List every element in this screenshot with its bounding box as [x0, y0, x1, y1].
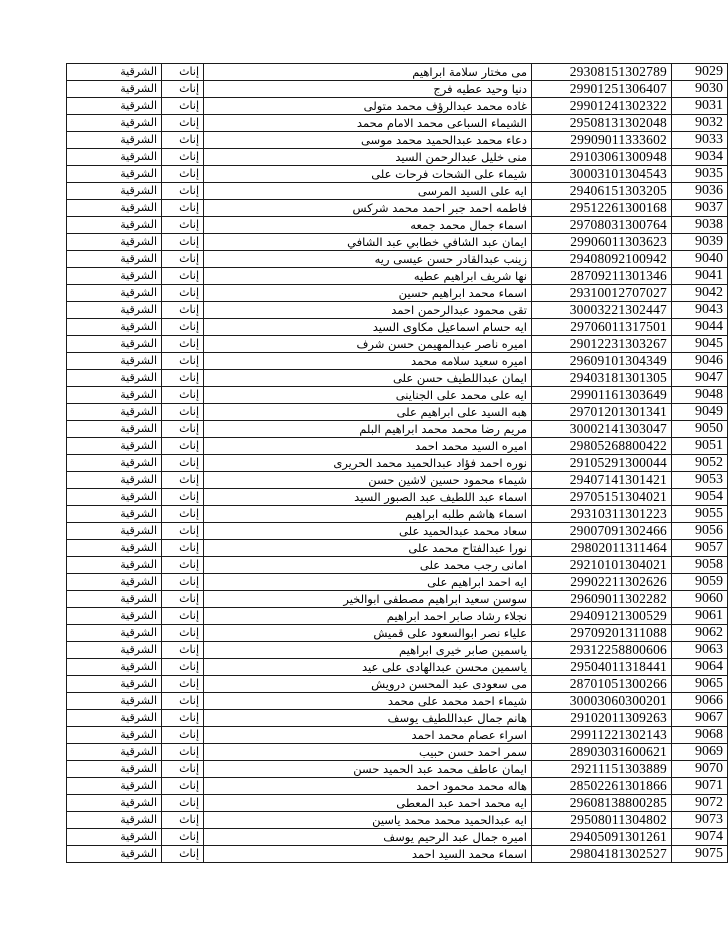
table-row: [67, 98, 728, 115]
gender-cell: إناث: [162, 506, 204, 523]
serial-number-cell: 9059: [672, 574, 728, 591]
gender-cell: إناث: [162, 574, 204, 591]
gender-cell: إناث: [162, 132, 204, 149]
table-row: [67, 795, 728, 812]
serial-number-cell: 9075: [672, 846, 728, 863]
serial-number-cell: 9044: [672, 319, 728, 336]
serial-number-cell: 9069: [672, 744, 728, 761]
governorate-cell: الشرقية: [67, 115, 162, 132]
national-id-cell: 29409121300529: [532, 608, 672, 625]
serial-number-cell: 9040: [672, 251, 728, 268]
national-id-cell: 29901241302322: [532, 98, 672, 115]
name-cell: غاده محمد عبدالرؤف محمد متولى: [204, 98, 532, 115]
gender-cell: إناث: [162, 540, 204, 557]
governorate-cell: الشرقية: [67, 149, 162, 166]
gender-cell: إناث: [162, 778, 204, 795]
national-id-cell: 29211151303889: [532, 761, 672, 778]
governorate-cell: الشرقية: [67, 166, 162, 183]
table-row: [67, 574, 728, 591]
governorate-cell: الشرقية: [67, 98, 162, 115]
name-cell: مريم رضا محمد محمد ابراهيم البلم: [204, 421, 532, 438]
serial-number-cell: 9039: [672, 234, 728, 251]
table-row: [67, 710, 728, 727]
gender-cell: إناث: [162, 659, 204, 676]
name-cell: اسماء عبد اللطيف عبد الصبور السيد: [204, 489, 532, 506]
governorate-cell: الشرقية: [67, 642, 162, 659]
gender-cell: إناث: [162, 81, 204, 98]
gender-cell: إناث: [162, 421, 204, 438]
governorate-cell: الشرقية: [67, 540, 162, 557]
national-id-cell: 29701201301341: [532, 404, 672, 421]
roster-table-body: [67, 64, 728, 863]
serial-number-cell: 9073: [672, 812, 728, 829]
serial-number-cell: 9065: [672, 676, 728, 693]
name-cell: مى مختار سلامة ابراهيم: [204, 64, 532, 81]
name-cell: اميره جمال عبد الرحيم يوسف: [204, 829, 532, 846]
governorate-cell: الشرقية: [67, 268, 162, 285]
governorate-cell: الشرقية: [67, 846, 162, 863]
name-cell: زينب عبدالقادر حسن عيسى ريه: [204, 251, 532, 268]
table-row: [67, 319, 728, 336]
governorate-cell: الشرقية: [67, 693, 162, 710]
national-id-cell: 29103061300948: [532, 149, 672, 166]
name-cell: اسراء عصام محمد احمد: [204, 727, 532, 744]
governorate-cell: الشرقية: [67, 64, 162, 81]
governorate-cell: الشرقية: [67, 336, 162, 353]
name-cell: نها شريف ابراهيم عطيه: [204, 268, 532, 285]
name-cell: ايه حسام اسماعيل مكاوى السيد: [204, 319, 532, 336]
name-cell: ايه عبدالحميد محمد محمد ياسين: [204, 812, 532, 829]
governorate-cell: الشرقية: [67, 234, 162, 251]
name-cell: سوسن سعيد ابراهيم مصطفى ابوالخير: [204, 591, 532, 608]
serial-number-cell: 9072: [672, 795, 728, 812]
serial-number-cell: 9053: [672, 472, 728, 489]
serial-number-cell: 9051: [672, 438, 728, 455]
name-cell: اميره ناصر عبدالمهيمن حسن شرف: [204, 336, 532, 353]
name-cell: اميره سعيد سلامه محمد: [204, 353, 532, 370]
name-cell: اسماء هاشم طلبه ابراهيم: [204, 506, 532, 523]
national-id-cell: 29901251306407: [532, 81, 672, 98]
national-id-cell: 29007091302466: [532, 523, 672, 540]
governorate-cell: الشرقية: [67, 489, 162, 506]
national-id-cell: 28701051300266: [532, 676, 672, 693]
national-id-cell: 28903031600621: [532, 744, 672, 761]
name-cell: مى سعودى عبد المحسن درويش: [204, 676, 532, 693]
national-id-cell: 29708031300764: [532, 217, 672, 234]
name-cell: شيماء على الشحات فرحات على: [204, 166, 532, 183]
gender-cell: إناث: [162, 285, 204, 302]
serial-number-cell: 9045: [672, 336, 728, 353]
table-row: [67, 438, 728, 455]
governorate-cell: الشرقية: [67, 404, 162, 421]
national-id-cell: 30003060300201: [532, 693, 672, 710]
serial-number-cell: 9046: [672, 353, 728, 370]
governorate-cell: الشرقية: [67, 217, 162, 234]
table-row: [67, 149, 728, 166]
gender-cell: إناث: [162, 846, 204, 863]
national-id-cell: 29512261300168: [532, 200, 672, 217]
governorate-cell: الشرقية: [67, 608, 162, 625]
gender-cell: إناث: [162, 438, 204, 455]
gender-cell: إناث: [162, 217, 204, 234]
roster-table: [66, 63, 728, 863]
name-cell: نجلاء رشاد صابر احمد ابراهيم: [204, 608, 532, 625]
table-row: [67, 744, 728, 761]
national-id-cell: 29210101304021: [532, 557, 672, 574]
gender-cell: إناث: [162, 608, 204, 625]
table-row: [67, 846, 728, 863]
table-row: [67, 115, 728, 132]
national-id-cell: 29802011311464: [532, 540, 672, 557]
governorate-cell: الشرقية: [67, 251, 162, 268]
national-id-cell: 30003101304543: [532, 166, 672, 183]
table-row: [67, 727, 728, 744]
name-cell: سمر احمد حسن حبيب: [204, 744, 532, 761]
name-cell: ايمان عبداللطيف حسن على: [204, 370, 532, 387]
serial-number-cell: 9038: [672, 217, 728, 234]
name-cell: تقى محمود عبدالرحمن احمد: [204, 302, 532, 319]
table-row: [67, 506, 728, 523]
gender-cell: إناث: [162, 404, 204, 421]
name-cell: هانم جمال عبداللطيف يوسف: [204, 710, 532, 727]
serial-number-cell: 9036: [672, 183, 728, 200]
name-cell: فاطمه احمد جبر احمد محمد شركس: [204, 200, 532, 217]
gender-cell: إناث: [162, 557, 204, 574]
national-id-cell: 29609101304349: [532, 353, 672, 370]
national-id-cell: 29102011309263: [532, 710, 672, 727]
gender-cell: إناث: [162, 387, 204, 404]
national-id-cell: 29608138800285: [532, 795, 672, 812]
gender-cell: إناث: [162, 183, 204, 200]
serial-number-cell: 9048: [672, 387, 728, 404]
governorate-cell: الشرقية: [67, 302, 162, 319]
table-row: [67, 183, 728, 200]
serial-number-cell: 9031: [672, 98, 728, 115]
name-cell: ايه على السيد المرسى: [204, 183, 532, 200]
serial-number-cell: 9035: [672, 166, 728, 183]
table-row: [67, 81, 728, 98]
serial-number-cell: 9058: [672, 557, 728, 574]
serial-number-cell: 9047: [672, 370, 728, 387]
name-cell: الشيماء السباعى محمد الامام محمد: [204, 115, 532, 132]
national-id-cell: 29901161303649: [532, 387, 672, 404]
name-cell: دنيا وحيد عطيه فرج: [204, 81, 532, 98]
gender-cell: إناث: [162, 523, 204, 540]
governorate-cell: الشرقية: [67, 625, 162, 642]
table-row: [67, 251, 728, 268]
governorate-cell: الشرقية: [67, 591, 162, 608]
national-id-cell: 30003221302447: [532, 302, 672, 319]
gender-cell: إناث: [162, 642, 204, 659]
gender-cell: إناث: [162, 795, 204, 812]
national-id-cell: 29508011304802: [532, 812, 672, 829]
gender-cell: إناث: [162, 676, 204, 693]
table-row: [67, 64, 728, 81]
national-id-cell: 29408092100942: [532, 251, 672, 268]
name-cell: هاله محمد محمود احمد: [204, 778, 532, 795]
governorate-cell: الشرقية: [67, 421, 162, 438]
national-id-cell: 29804181302527: [532, 846, 672, 863]
governorate-cell: الشرقية: [67, 132, 162, 149]
national-id-cell: 29609011302282: [532, 591, 672, 608]
serial-number-cell: 9050: [672, 421, 728, 438]
table-row: [67, 812, 728, 829]
name-cell: ياسمين محسن عبدالهادى على عيد: [204, 659, 532, 676]
national-id-cell: 29709201311088: [532, 625, 672, 642]
table-row: [67, 642, 728, 659]
name-cell: دعاء محمد عبدالحميد محمد موسى: [204, 132, 532, 149]
governorate-cell: الشرقية: [67, 319, 162, 336]
table-row: [67, 489, 728, 506]
gender-cell: إناث: [162, 353, 204, 370]
name-cell: اسماء محمد السيد احمد: [204, 846, 532, 863]
national-id-cell: 29705151304021: [532, 489, 672, 506]
serial-number-cell: 9071: [672, 778, 728, 795]
national-id-cell: 29310311301223: [532, 506, 672, 523]
national-id-cell: 29902211302626: [532, 574, 672, 591]
table-row: [67, 540, 728, 557]
gender-cell: إناث: [162, 693, 204, 710]
governorate-cell: الشرقية: [67, 727, 162, 744]
serial-number-cell: 9074: [672, 829, 728, 846]
name-cell: منى خليل عبدالرحمن السيد: [204, 149, 532, 166]
gender-cell: إناث: [162, 115, 204, 132]
governorate-cell: الشرقية: [67, 370, 162, 387]
gender-cell: إناث: [162, 234, 204, 251]
national-id-cell: 29308151302789: [532, 64, 672, 81]
table-row: [67, 608, 728, 625]
national-id-cell: 29310012707027: [532, 285, 672, 302]
gender-cell: إناث: [162, 251, 204, 268]
gender-cell: إناث: [162, 472, 204, 489]
name-cell: ايه احمد ابراهيم على: [204, 574, 532, 591]
gender-cell: إناث: [162, 302, 204, 319]
name-cell: نوره احمد فؤاد عبدالحميد محمد الحريرى: [204, 455, 532, 472]
name-cell: ايمان عبد الشافي خطابي عبد الشافي: [204, 234, 532, 251]
gender-cell: إناث: [162, 166, 204, 183]
national-id-cell: 29312258800606: [532, 642, 672, 659]
national-id-cell: 30002141303047: [532, 421, 672, 438]
gender-cell: إناث: [162, 319, 204, 336]
table-row: [67, 693, 728, 710]
national-id-cell: 29406151303205: [532, 183, 672, 200]
name-cell: ياسمين صابر خيرى ابراهيم: [204, 642, 532, 659]
governorate-cell: الشرقية: [67, 353, 162, 370]
name-cell: سعاد محمد عبدالحميد على: [204, 523, 532, 540]
serial-number-cell: 9029: [672, 64, 728, 81]
gender-cell: إناث: [162, 744, 204, 761]
national-id-cell: 29805268800422: [532, 438, 672, 455]
table-row: [67, 455, 728, 472]
gender-cell: إناث: [162, 625, 204, 642]
governorate-cell: الشرقية: [67, 829, 162, 846]
table-row: [67, 761, 728, 778]
serial-number-cell: 9037: [672, 200, 728, 217]
gender-cell: إناث: [162, 710, 204, 727]
governorate-cell: الشرقية: [67, 183, 162, 200]
name-cell: شيماء محمود حسين لاشين حسن: [204, 472, 532, 489]
table-row: [67, 676, 728, 693]
national-id-cell: 29403181301305: [532, 370, 672, 387]
serial-number-cell: 9030: [672, 81, 728, 98]
serial-number-cell: 9049: [672, 404, 728, 421]
national-id-cell: 29911221302143: [532, 727, 672, 744]
table-row: [67, 268, 728, 285]
governorate-cell: الشرقية: [67, 761, 162, 778]
gender-cell: إناث: [162, 98, 204, 115]
governorate-cell: الشرقية: [67, 710, 162, 727]
table-row: [67, 166, 728, 183]
gender-cell: إناث: [162, 149, 204, 166]
serial-number-cell: 9057: [672, 540, 728, 557]
governorate-cell: الشرقية: [67, 523, 162, 540]
table-row: [67, 200, 728, 217]
serial-number-cell: 9061: [672, 608, 728, 625]
table-row: [67, 404, 728, 421]
serial-number-cell: 9043: [672, 302, 728, 319]
table-row: [67, 234, 728, 251]
governorate-cell: الشرقية: [67, 795, 162, 812]
table-row: [67, 285, 728, 302]
table-row: [67, 778, 728, 795]
serial-number-cell: 9032: [672, 115, 728, 132]
serial-number-cell: 9052: [672, 455, 728, 472]
governorate-cell: الشرقية: [67, 676, 162, 693]
table-row: [67, 387, 728, 404]
national-id-cell: 29407141301421: [532, 472, 672, 489]
name-cell: ايمان عاطف محمد عبد الحميد حسن: [204, 761, 532, 778]
table-row: [67, 591, 728, 608]
table-row: [67, 132, 728, 149]
table-row: [67, 659, 728, 676]
table-row: [67, 557, 728, 574]
serial-number-cell: 9042: [672, 285, 728, 302]
name-cell: ايه محمد احمد عبد المعطى: [204, 795, 532, 812]
governorate-cell: الشرقية: [67, 744, 162, 761]
table-row: [67, 217, 728, 234]
serial-number-cell: 9060: [672, 591, 728, 608]
name-cell: شيماء احمد محمد على محمد: [204, 693, 532, 710]
gender-cell: إناث: [162, 455, 204, 472]
governorate-cell: الشرقية: [67, 778, 162, 795]
serial-number-cell: 9068: [672, 727, 728, 744]
serial-number-cell: 9070: [672, 761, 728, 778]
gender-cell: إناث: [162, 829, 204, 846]
serial-number-cell: 9034: [672, 149, 728, 166]
table-row: [67, 336, 728, 353]
governorate-cell: الشرقية: [67, 200, 162, 217]
serial-number-cell: 9066: [672, 693, 728, 710]
serial-number-cell: 9033: [672, 132, 728, 149]
table-row: [67, 472, 728, 489]
serial-number-cell: 9062: [672, 625, 728, 642]
name-cell: اميره السيد محمد احمد: [204, 438, 532, 455]
gender-cell: إناث: [162, 489, 204, 506]
gender-cell: إناث: [162, 761, 204, 778]
governorate-cell: الشرقية: [67, 472, 162, 489]
governorate-cell: الشرقية: [67, 285, 162, 302]
national-id-cell: 29909011333602: [532, 132, 672, 149]
national-id-cell: 28709211301346: [532, 268, 672, 285]
governorate-cell: الشرقية: [67, 574, 162, 591]
table-row: [67, 353, 728, 370]
gender-cell: إناث: [162, 64, 204, 81]
serial-number-cell: 9067: [672, 710, 728, 727]
governorate-cell: الشرقية: [67, 438, 162, 455]
table-row: [67, 370, 728, 387]
national-id-cell: 29906011303623: [532, 234, 672, 251]
table-row: [67, 829, 728, 846]
serial-number-cell: 9064: [672, 659, 728, 676]
gender-cell: إناث: [162, 200, 204, 217]
serial-number-cell: 9055: [672, 506, 728, 523]
national-id-cell: 29508131302048: [532, 115, 672, 132]
name-cell: امانى رجب محمد على: [204, 557, 532, 574]
national-id-cell: 29105291300044: [532, 455, 672, 472]
governorate-cell: الشرقية: [67, 455, 162, 472]
table-row: [67, 625, 728, 642]
table-row: [67, 421, 728, 438]
serial-number-cell: 9056: [672, 523, 728, 540]
name-cell: نورا عبدالفتاح محمد على: [204, 540, 532, 557]
governorate-cell: الشرقية: [67, 812, 162, 829]
governorate-cell: الشرقية: [67, 659, 162, 676]
name-cell: هبه السيد على ابراهيم على: [204, 404, 532, 421]
national-id-cell: 29706011317501: [532, 319, 672, 336]
gender-cell: إناث: [162, 727, 204, 744]
national-id-cell: 29405091301261: [532, 829, 672, 846]
gender-cell: إناث: [162, 336, 204, 353]
gender-cell: إناث: [162, 268, 204, 285]
gender-cell: إناث: [162, 812, 204, 829]
name-cell: اسماء جمال محمد جمعه: [204, 217, 532, 234]
governorate-cell: الشرقية: [67, 506, 162, 523]
table-row: [67, 523, 728, 540]
serial-number-cell: 9054: [672, 489, 728, 506]
name-cell: علياء نصر ابوالسعود على قميش: [204, 625, 532, 642]
name-cell: اسماء محمد ابراهيم حسين: [204, 285, 532, 302]
table-row: [67, 302, 728, 319]
governorate-cell: الشرقية: [67, 387, 162, 404]
national-id-cell: 29504011318441: [532, 659, 672, 676]
gender-cell: إناث: [162, 591, 204, 608]
name-cell: ايه على محمد على الجناينى: [204, 387, 532, 404]
governorate-cell: الشرقية: [67, 81, 162, 98]
serial-number-cell: 9041: [672, 268, 728, 285]
governorate-cell: الشرقية: [67, 557, 162, 574]
gender-cell: إناث: [162, 370, 204, 387]
national-id-cell: 29012231303267: [532, 336, 672, 353]
national-id-cell: 28502261301866: [532, 778, 672, 795]
serial-number-cell: 9063: [672, 642, 728, 659]
